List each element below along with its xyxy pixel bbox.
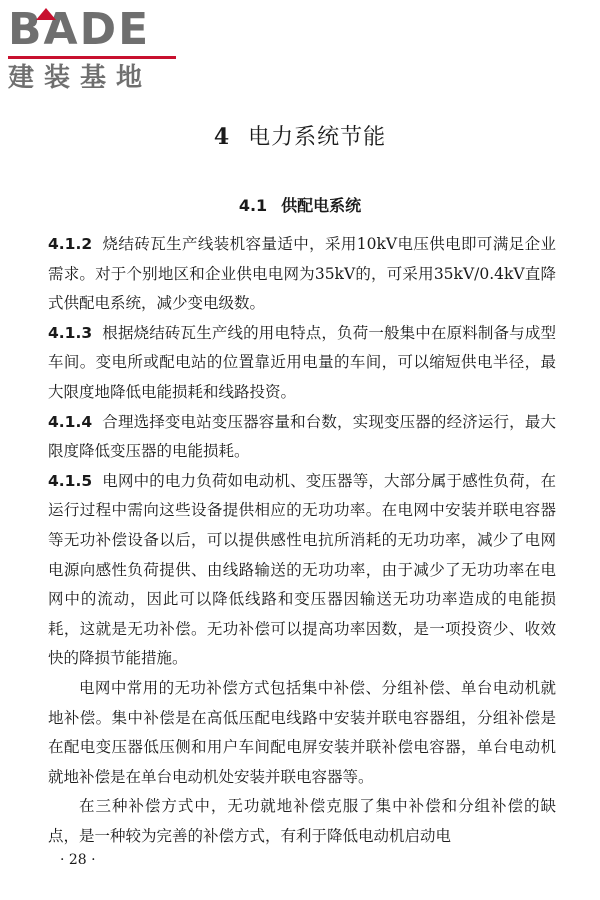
logo-wordmark: BADE [8,4,151,55]
clause-paragraph [48,230,556,319]
document-body [48,230,556,851]
clause-number: 4.1.3 [48,323,93,342]
logo-accent-triangle [36,8,56,20]
clause-text: 烧结砖瓦生产线装机容量适中，采用10kV电压供电即可满足企业需求。对于个别地区和企业供电电网为35kV的，可采用35kV/0.4kV直降式供配电系统，减少变电级数。 [48,235,556,313]
paragraph-text: 在三种补偿方式中，无功就地补偿克服了集中补偿和分组补偿的缺点，是一种较为完善的补偿方式，有利于降低电动机启动电 [48,797,556,845]
clause-paragraph [48,319,556,408]
clause-text: 合理选择变电站变压器容量和台数，实现变压器的经济运行，最大限度降低变压器的电能损耗。 [48,412,556,461]
chapter-title-text: 电力系统节能 [248,125,387,150]
logo-chinese-text: 建装基地 [8,63,153,93]
body-paragraph [48,674,556,792]
clause-text: 根据烧结砖瓦生产线的用电特点，负荷一般集中在原料制备与成型车间。变电所或配电站的位置靠近用电量的车间，可以缩短供电半径，最大限度地降低电能损耗和线路投资。 [48,323,556,401]
paragraph-text: 电网中常用的无功补偿方式包括集中补偿、分组补偿、单台电动机就地补偿。集中补偿是在高低压配电线路中安装并联电容器组，分组补偿是在配电变压器低压侧和用户车间配电屏安装并联补偿电容器，单台电动机就地补偿是在单台电动机处安装并联电容器等。 [48,678,556,786]
body-paragraph [48,792,556,851]
section-number: 4.1 [238,196,268,215]
clause-number: 4.1.5 [48,471,93,490]
clause-number: 4.1.2 [48,235,93,253]
section-title [0,193,600,216]
logo-underline [8,56,176,59]
bade-logo [8,6,178,98]
page-number: · 28 · [60,852,96,868]
clause-number: 4.1.4 [48,412,93,431]
clause-paragraph [48,408,556,467]
clause-text: 电网中的电力负荷如电动机、变压器等，大部分属于感性负荷，在运行过程中需向这些设备提供相应的无功功率。在电网中安装并联电容器等无功补偿设备以后，可以提供感性电抗所消耗的无功功率，减少了电网电源向感性负荷提供、由线路输送的无功功率，由于减少了无功功率在电网中的流动，因此可以降低线路和变压器因输送无功功率造成的电能损耗，这就是无功补偿。无功补偿可以提高功率因数，是一项投资少、收效快的降损节能措施。 [48,471,556,668]
chapter-number: 4 [213,124,231,150]
section-title-text: 供配电系统 [281,196,362,215]
chapter-title [0,120,600,151]
clause-paragraph [48,467,556,674]
